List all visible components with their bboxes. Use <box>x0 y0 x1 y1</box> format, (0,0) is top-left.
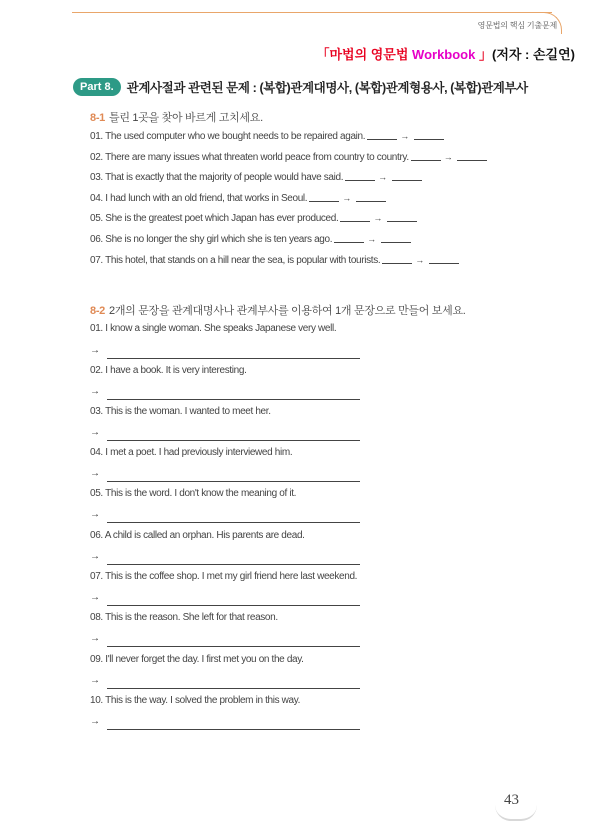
arrow-icon: → <box>90 592 100 603</box>
arrow-icon: → <box>367 234 376 244</box>
answer-blank[interactable] <box>381 242 411 243</box>
arrow-icon: → <box>342 193 351 203</box>
exercise-item: 01. I know a single woman. She speaks Japanese very well. <box>90 323 337 334</box>
arrow-icon: → <box>90 675 100 686</box>
arrow-icon: → <box>90 468 100 479</box>
section-8-2-heading <box>90 302 466 318</box>
arrow-icon: → <box>90 509 100 520</box>
exercise-item: 02. I have a book. It is very interesting. <box>90 365 247 376</box>
arrow-icon: → <box>400 131 409 141</box>
arrow-icon: → <box>373 213 383 223</box>
answer-blank[interactable] <box>392 180 422 181</box>
section-instruction: 2개의 문장을 관계대명사나 관계부사를 이용하여 1개 문장으로 만들어 보세요. <box>109 305 466 317</box>
answer-row[interactable] <box>90 718 360 730</box>
book-title-close: 」 <box>475 47 492 62</box>
exercise-item: 05. This is the word. I don't know the meaning of it. <box>90 488 297 499</box>
answer-line[interactable] <box>107 605 360 606</box>
arrow-icon: → <box>378 172 387 182</box>
answer-line[interactable] <box>107 440 360 441</box>
answer-line[interactable] <box>107 564 360 565</box>
answer-row[interactable] <box>90 594 360 606</box>
answer-blank[interactable] <box>414 139 444 140</box>
section-number: 8-2 <box>90 305 105 317</box>
answer-row[interactable] <box>90 677 360 689</box>
answer-line[interactable] <box>107 688 360 689</box>
page-number: 43 <box>504 792 519 808</box>
answer-blank[interactable] <box>340 221 370 222</box>
answer-blank[interactable] <box>356 201 386 202</box>
answer-blank[interactable] <box>457 160 487 161</box>
answer-blank[interactable] <box>309 201 339 202</box>
page-number-swoosh <box>495 805 537 821</box>
header-rule <box>72 12 552 13</box>
answer-row[interactable] <box>90 347 360 359</box>
exercise-item: 02. There are many issues what threaten world peace from country to country. → <box>90 152 487 163</box>
arrow-icon: → <box>90 551 100 562</box>
exercise-item: 09. I'll never forget the day. I first met you on the day. <box>90 654 304 665</box>
arrow-icon: → <box>90 345 100 356</box>
exercise-item: 07. This is the coffee shop. I met my girl friend here last weekend. <box>90 571 358 582</box>
arrow-icon: → <box>90 427 100 438</box>
answer-line[interactable] <box>107 646 360 647</box>
exercise-item: 07. This hotel, that stands on a hill near the sea, is popular with tourists. → <box>90 255 459 266</box>
exercise-item: 05. She is the greatest poet which Japan has ever produced. → <box>90 213 417 224</box>
answer-blank[interactable] <box>429 263 459 264</box>
section-instruction: 틀린 1곳을 찾아 바르게 고치세요. <box>109 112 263 124</box>
arrow-icon: → <box>90 386 100 397</box>
exercise-item: 01. The used computer who we bought needs to be repaired again. → <box>90 131 444 142</box>
answer-line[interactable] <box>107 522 360 523</box>
book-title-open: 「마법의 영문법 <box>316 47 413 62</box>
exercise-item: 06. She is no longer the shy girl which she is ten years ago. → <box>90 234 411 245</box>
exercise-item: 04. I had lunch with an old friend, that works in Seoul. → <box>90 193 386 204</box>
answer-row[interactable] <box>90 635 360 647</box>
answer-blank[interactable] <box>382 263 412 264</box>
arrow-icon: → <box>90 716 100 727</box>
book-title-brand: Workbook <box>412 47 476 62</box>
answer-row[interactable] <box>90 470 360 482</box>
exercise-item: 06. A child is called an orphan. His parents are dead. <box>90 530 305 541</box>
part-badge: Part 8. <box>73 78 121 96</box>
answer-blank[interactable] <box>345 180 375 181</box>
answer-line[interactable] <box>107 399 360 400</box>
answer-row[interactable] <box>90 553 360 565</box>
answer-line[interactable] <box>107 358 360 359</box>
book-title-author: (저자 : 손길연) <box>491 47 575 62</box>
answer-blank[interactable] <box>334 242 364 243</box>
arrow-icon: → <box>415 255 424 265</box>
exercise-item: 10. This is the way. I solved the problem in this way. <box>90 695 301 706</box>
answer-line[interactable] <box>107 481 360 482</box>
part-title: 관계사절과 관련된 문제 : (복합)관계대명사, (복합)관계형용사, (복합)관계부사 <box>126 81 528 95</box>
running-title: 영문법의 핵심 기출문제 <box>477 21 557 30</box>
exercise-item: 04. I met a poet. I had previously interviewed him. <box>90 447 293 458</box>
answer-blank[interactable] <box>367 139 397 140</box>
exercise-item: 03. This is the woman. I wanted to meet her. <box>90 406 271 417</box>
answer-row[interactable] <box>90 388 360 400</box>
answer-row[interactable] <box>90 511 360 523</box>
section-number: 8-1 <box>90 112 105 124</box>
exercise-item: 03. That is exactly that the majority of people would have said. → <box>90 172 422 183</box>
answer-blank[interactable] <box>387 221 417 222</box>
arrow-icon: → <box>443 152 453 162</box>
arrow-icon: → <box>90 633 100 644</box>
section-8-1-heading <box>90 109 263 125</box>
answer-row[interactable] <box>90 429 360 441</box>
book-title <box>316 44 575 63</box>
answer-line[interactable] <box>107 729 360 730</box>
exercise-item: 08. This is the reason. She left for that reason. <box>90 612 278 623</box>
part-heading <box>73 78 528 96</box>
answer-blank[interactable] <box>411 160 441 161</box>
